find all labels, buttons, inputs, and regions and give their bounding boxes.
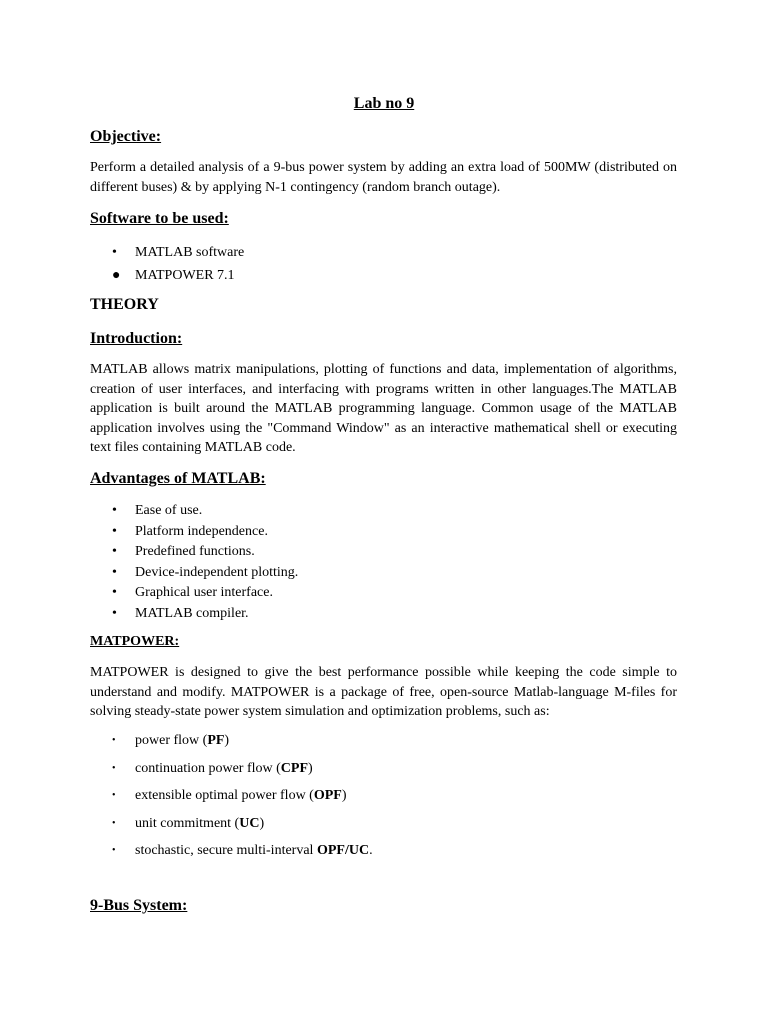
matpower-heading: MATPOWER: <box>90 634 180 649</box>
list-item: • power flow (PF) <box>90 727 373 755</box>
objective-text: Perform a detailed analysis of a 9-bus power system by adding an extra load of 500MW (distributed on different buses) & by applying N-1 contingency (random branch outage). <box>90 160 677 195</box>
bullet-icon: • <box>112 762 116 774</box>
bullet-icon: • <box>112 564 117 580</box>
list-item: • Graphical user interface. <box>90 583 298 604</box>
list-item: • continuation power flow (CPF) <box>90 755 373 783</box>
introduction-text: MATLAB allows matrix manipulations, plotting of functions and data, implementation of algorithms, creation of user interfaces, and interfacing with programs written in other languages.The MATLAB application is built around the MATLAB programming language. Common usage of the MATLAB application involves using the "Command Window" as an interactive mathematical shell or executing text files containing MATLAB code. <box>90 362 677 455</box>
advantages-list <box>90 501 298 624</box>
list-item: • Ease of use. <box>90 501 298 522</box>
page-title: Lab no 9 <box>353 95 415 112</box>
list-item: • Platform independence. <box>90 522 298 543</box>
software-heading: Software to be used: <box>90 210 229 227</box>
list-item: ● MATPOWER 7.1 <box>90 264 244 287</box>
bullet-icon: • <box>112 790 116 801</box>
bullet-icon: • <box>112 817 116 829</box>
software-list <box>90 241 244 287</box>
list-item: • Predefined functions. <box>90 542 298 563</box>
bullet-icon: • <box>112 523 117 539</box>
list-item: • MATLAB compiler. <box>90 604 298 625</box>
matpower-text: MATPOWER is designed to give the best performance possible while keeping the code simple to understand and modify. MATPOWER is a package of free, open-source Matlab-language M-files for solving steady-state power system simulation and optimization problems, such as: <box>90 665 677 719</box>
bullet-icon: • <box>112 503 117 518</box>
list-item: • stochastic, secure multi-interval OPF/UC. <box>90 837 373 865</box>
bullet-icon: • <box>112 605 117 621</box>
bullet-icon: • <box>112 735 116 746</box>
bullet-icon: ● <box>112 268 121 283</box>
matpower-list <box>90 727 373 865</box>
bullet-icon: • <box>112 845 116 856</box>
list-item: • Device-independent plotting. <box>90 563 298 584</box>
bullet-icon: • <box>112 245 117 260</box>
bus-system-heading: 9-Bus System: <box>90 897 188 914</box>
list-item: • unit commitment (UC) <box>90 810 373 838</box>
bullet-icon: • <box>112 544 117 559</box>
list-item: • MATLAB software <box>90 241 244 264</box>
advantages-heading: Advantages of MATLAB: <box>90 470 266 487</box>
bullet-icon: • <box>112 585 117 600</box>
theory-heading: THEORY <box>90 296 159 313</box>
list-item: • extensible optimal power flow (OPF) <box>90 782 373 810</box>
objective-heading: Objective: <box>90 128 162 145</box>
introduction-heading: Introduction: <box>90 330 183 347</box>
